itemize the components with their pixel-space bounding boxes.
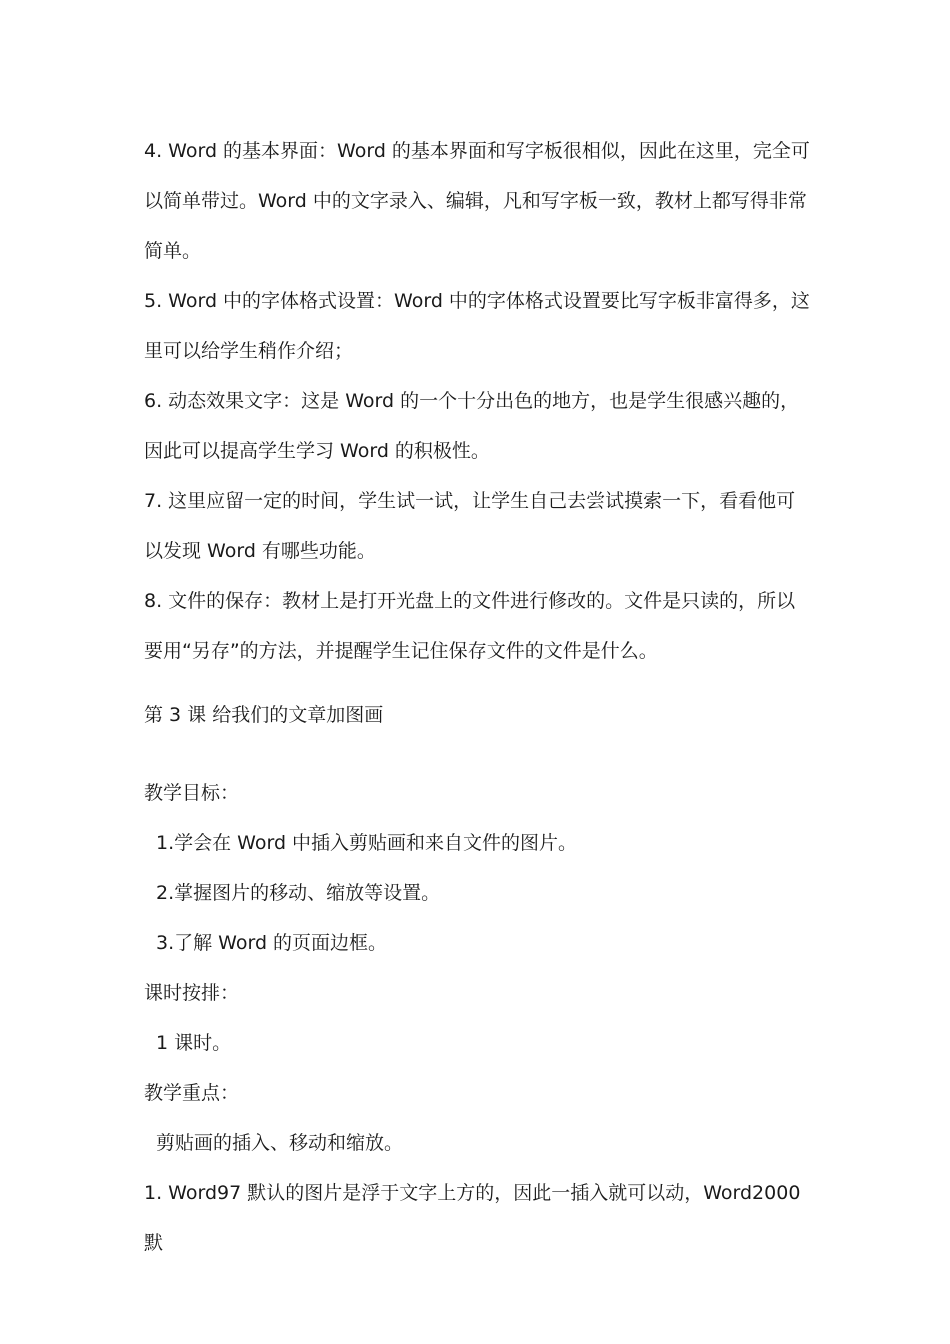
paragraph-7: 7. 这里应留一定的时间，学生试一试，让学生自己去尝试摸索一下，看看他可以发现 Word 有哪些功能。 bbox=[144, 490, 796, 562]
focus-label: 教学重点： bbox=[144, 1082, 240, 1104]
focus-value: 剪贴画的插入、移动和缩放。 bbox=[156, 1132, 404, 1154]
paragraph-6: 6. 动态效果文字：这是 Word 的一个十分出色的地方，也是学生很感兴趣的，因此可以提高学生学习 Word 的积极性。 bbox=[144, 390, 800, 462]
paragraph-8: 8. 文件的保存：教材上是打开光盘上的文件进行修改的。文件是只读的，所以要用“另存”的方法，并提醒学生记住保存文件的文件是什么。 bbox=[144, 590, 796, 662]
spacer bbox=[144, 740, 810, 768]
spacer bbox=[144, 676, 810, 690]
lesson-title: 第 3 课 给我们的文章加图画 bbox=[144, 704, 384, 726]
goal-item-3: 3.了解 Word 的页面边框。 bbox=[156, 932, 388, 954]
goal-item-1: 1.学会在 Word 中插入剪贴画和来自文件的图片。 bbox=[156, 832, 578, 854]
goals-label: 教学目标： bbox=[144, 782, 240, 804]
schedule-value: 1 课时。 bbox=[156, 1032, 232, 1054]
paragraph-4: 4. Word 的基本界面：Word 的基本界面和写字板很相似，因此在这里，完全可以简单带过。Word 中的文字录入、编辑，凡和写字板一致，教材上都写得非常简单。 bbox=[144, 140, 810, 262]
paragraph-last: 1. Word97 默认的图片是浮于文字上方的，因此一插入就可以动，Word2000 默 bbox=[144, 1182, 801, 1254]
goal-item-2: 2.掌握图片的移动、缩放等设置。 bbox=[156, 882, 441, 904]
document-page bbox=[144, 126, 810, 1268]
paragraph-5: 5. Word 中的字体格式设置：Word 中的字体格式设置要比写字板非富得多，这里可以给学生稍作介绍； bbox=[144, 290, 810, 362]
schedule-label: 课时按排： bbox=[144, 982, 240, 1004]
